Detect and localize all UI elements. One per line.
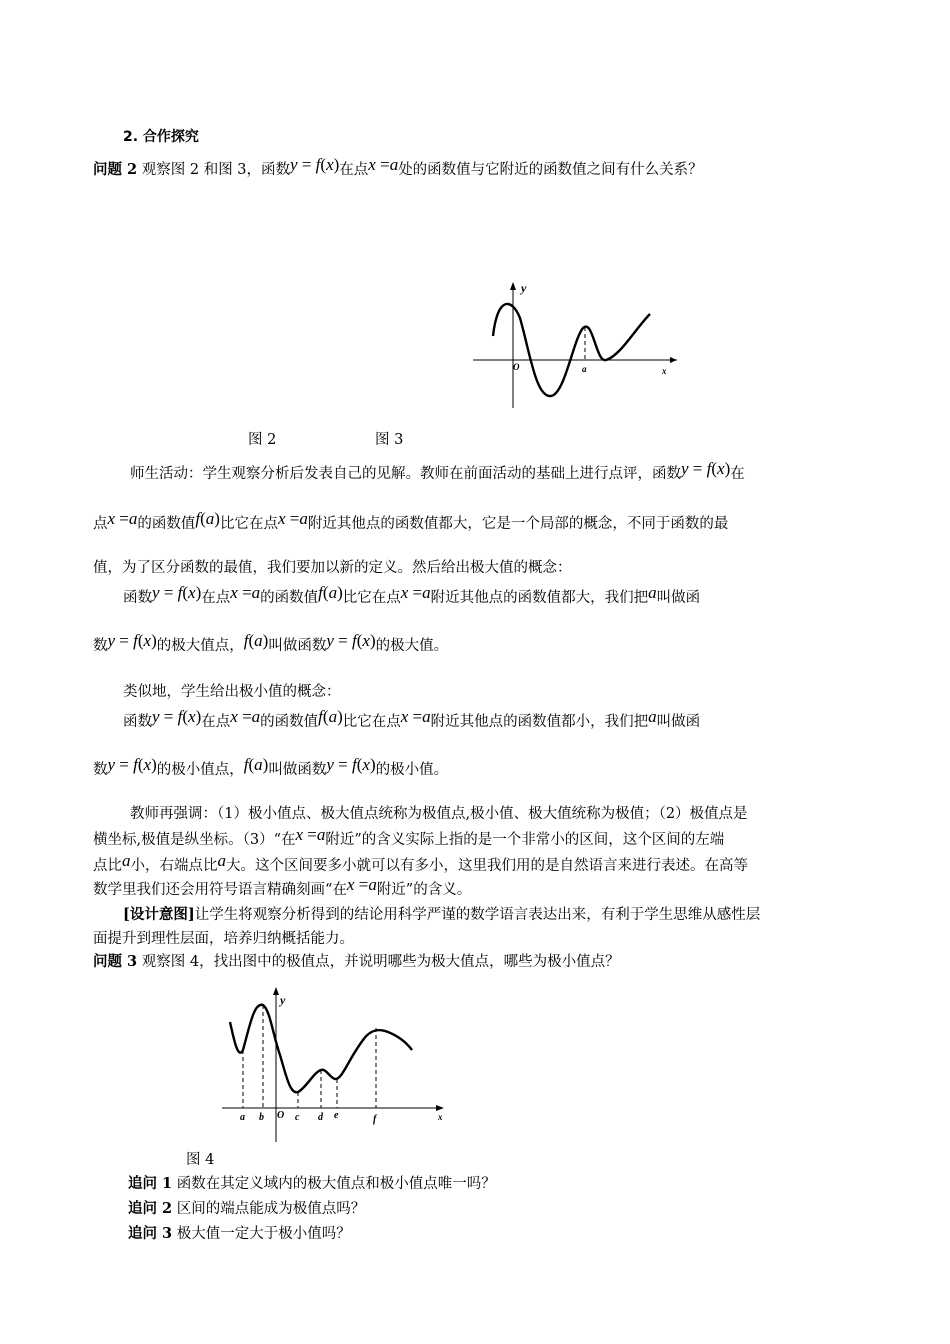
- emphasis-line-2: 横坐标,极值是纵坐标。（3）“在x =a附近”的含义实际上指的是一个非常小的区间，这个区间的左端: [93, 825, 725, 848]
- fig4-a-label: a: [240, 1112, 245, 1123]
- caption-figure-3: 图 3: [375, 432, 404, 448]
- fig4-d-label: d: [318, 1112, 323, 1123]
- activity-line-2: 点x =a的函数值f(a)比它在点x =a附近其他点的函数值都大，它是一个局部的概念，不同于函数的最: [93, 509, 729, 532]
- section-title: 2. 合作探究: [123, 129, 199, 145]
- emphasis-line-3: 点比a小，右端点比a大。这个区间要多小就可以有多小，这里我们用的是自然语言来进行表述。在高等: [93, 851, 748, 874]
- math-x-eq-a: x =a: [368, 155, 399, 174]
- figure-3-graph: [468, 278, 683, 413]
- activity-line-3: 值，为了区分函数的最值，我们要加以新的定义。然后给出极大值的概念：: [93, 560, 572, 576]
- question-3: 问题 3 观察图 4，找出图中的极值点，并说明哪些为极大值点，哪些为极小值点？: [93, 953, 620, 970]
- design-intent-line-2: 面提升到理性层面，培养归纳概括能力。: [93, 931, 354, 947]
- fig4-x-arrow: [436, 1105, 444, 1111]
- math-y-eq-fx: y = f(x): [290, 155, 340, 174]
- fig3-x-arrow: [670, 357, 677, 363]
- fig3-y-label: y: [521, 281, 527, 295]
- fig3-curve: [493, 304, 650, 396]
- fig4-f-label: f: [373, 1114, 377, 1125]
- fig4-x-label: x: [438, 1112, 443, 1122]
- activity-line-1: 师生活动：学生观察分析后发表自己的见解。教师在前面活动的基础上进行点评，函数y = f(x)在: [130, 459, 745, 482]
- fig4-c-label: c: [295, 1112, 300, 1123]
- fig4-origin-label: O: [277, 1110, 285, 1121]
- design-intent-line-1: [设计意图]让学生将观察分析得到的结论用科学严谨的数学语言表达出来，有利于学生思维从感性层: [123, 906, 761, 923]
- question-2: 问题 2 观察图 2 和图 3，函数y = f(x)在点x =a处的函数值与它附近的函数值之间有什么关系？: [93, 155, 703, 178]
- followup-2: 追问 2 区间的端点能成为极值点吗？: [128, 1200, 366, 1217]
- fig4-y-label: y: [280, 993, 286, 1007]
- fig3-x-label: x: [662, 366, 667, 376]
- min-def-line-2: 数y = f(x)的极小值点，f(a)叫做函数y = f(x)的极小值。: [93, 755, 449, 778]
- min-def-line-1: 函数y = f(x)在点x =a的函数值f(a)比它在点x =a附近其他点的函数值都小，我们把a叫做函: [123, 707, 701, 730]
- emphasis-line-1: 教师再强调：（1）极小值点、极大值点统称为极值点,极小值、极大值统称为极值；（2）极值点是: [130, 806, 748, 822]
- similar-line: 类似地，学生给出极小值的概念：: [123, 684, 341, 700]
- caption-figure-2: 图 2: [248, 432, 277, 448]
- max-def-line-2: 数y = f(x)的极大值点，f(a)叫做函数y = f(x)的极大值。: [93, 631, 449, 654]
- question-3-label: 问题 3: [93, 953, 138, 970]
- followup-3: 追问 3 极大值一定大于极小值吗？: [128, 1225, 351, 1242]
- emphasis-line-4: 数学里我们还会用符号语言精确刻画“在x =a附近”的含义。: [93, 875, 472, 898]
- followup-1: 追问 1 函数在其定义域内的极大值点和极小值点唯一吗？: [128, 1175, 496, 1192]
- figure-4-graph: [218, 980, 450, 1145]
- caption-figure-4: 图 4: [186, 1152, 215, 1168]
- design-intent-label: [设计意图]: [123, 906, 195, 923]
- max-def-line-1: 函数y = f(x)在点x =a的函数值f(a)比它在点x =a附近其他点的函数值都大，我们把a叫做函: [123, 583, 701, 606]
- fig3-a-label: a: [582, 364, 587, 374]
- fig3-y-arrow: [510, 282, 516, 290]
- fig3-origin-label: O: [513, 362, 520, 372]
- question-2-label: 问题 2: [93, 161, 138, 178]
- fig4-b-label: b: [259, 1112, 264, 1123]
- fig4-e-label: e: [334, 1110, 339, 1121]
- fig4-y-arrow: [273, 987, 279, 995]
